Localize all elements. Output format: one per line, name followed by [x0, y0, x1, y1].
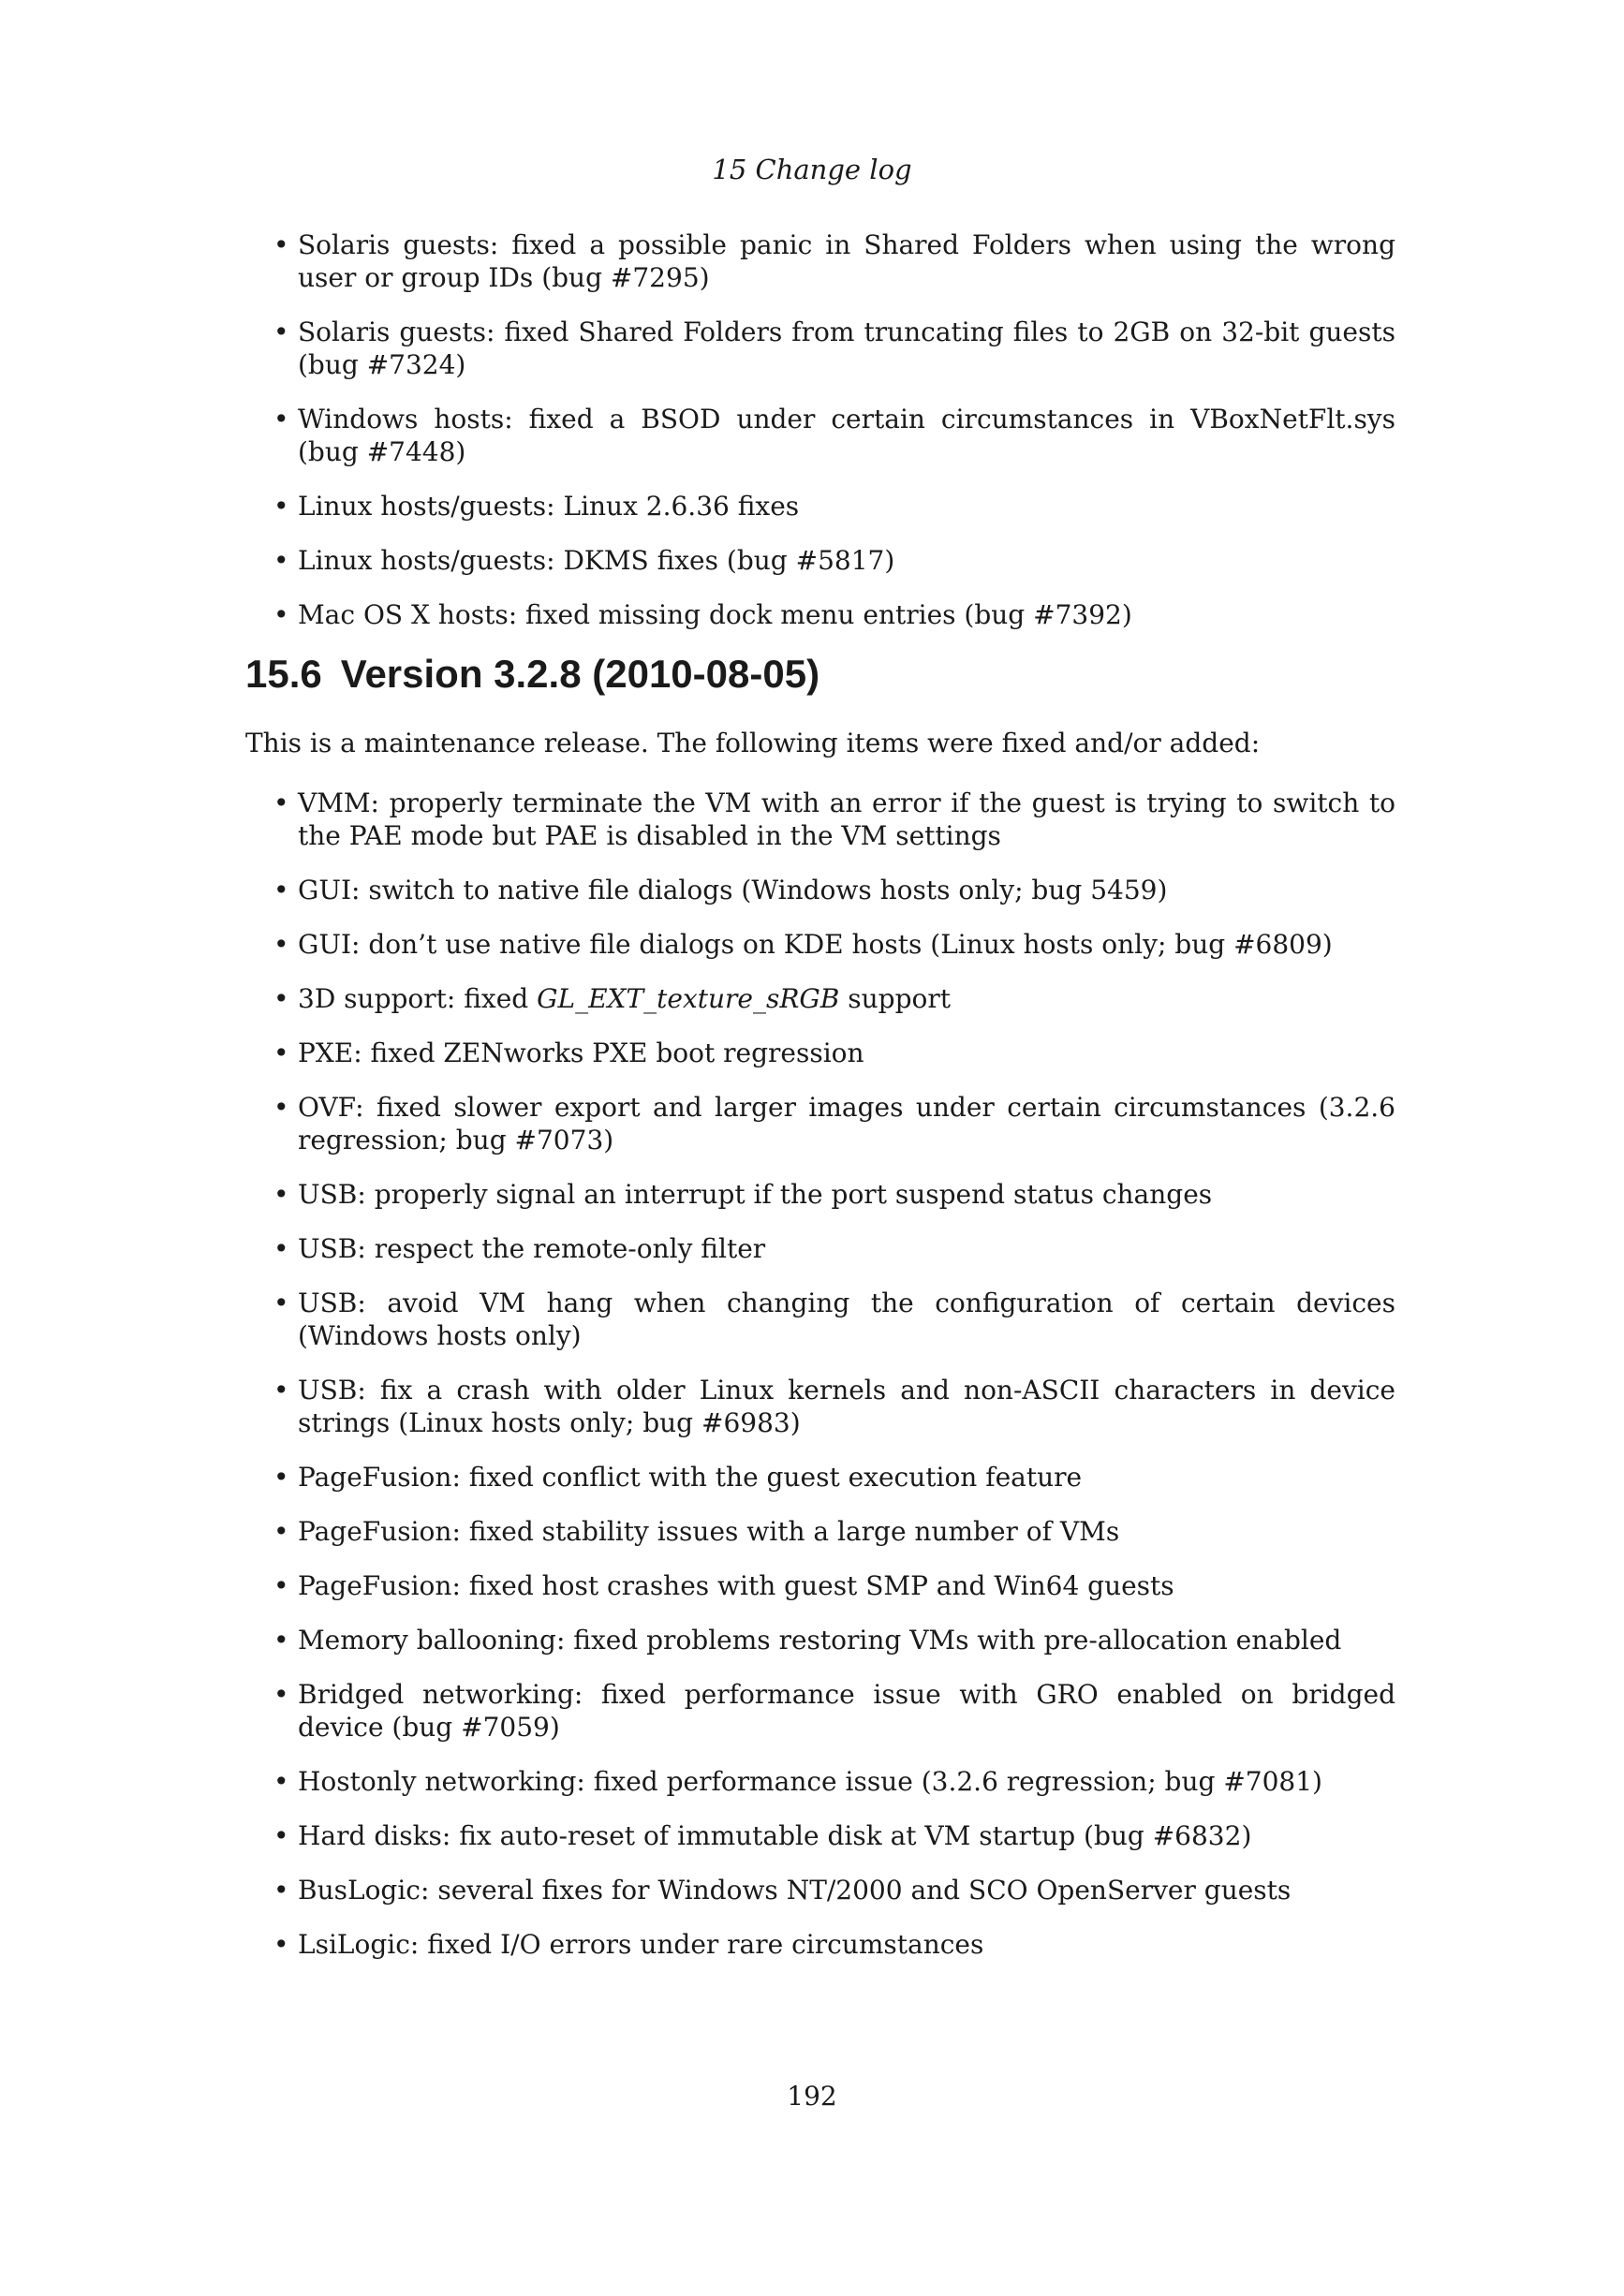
item-text: 3D support: fixed: [298, 983, 538, 1014]
section-intro: This is a maintenance release. The following items were fixed and/or added:: [245, 728, 1261, 758]
changelog-list-3-2-8: [298, 787, 1395, 1982]
list-item: • GUI: switch to native file dialogs (Windows hosts only; bug 5459): [298, 874, 1395, 906]
list-item: • Linux hosts/guests: DKMS fixes (bug #5817): [298, 544, 1395, 577]
running-header: 15 Change log: [712, 154, 912, 185]
section-number: 15.6: [245, 652, 322, 696]
list-item: • GUI: don’t use native file dialogs on KDE hosts (Linux hosts only; bug #6809): [298, 928, 1395, 961]
section-title-text: Version 3.2.8 (2010-08-05): [340, 652, 820, 696]
list-item: • Hostonly networking: fixed performance issue (3.2.6 regression; bug #7081): [298, 1765, 1395, 1798]
list-item: • PageFusion: fixed conflict with the guest execution feature: [298, 1461, 1395, 1494]
list-item: • PageFusion: fixed stability issues with a large number of VMs: [298, 1515, 1395, 1548]
list-item: • USB: fix a crash with older Linux kernels and non-ASCII characters in device strings (Linux hosts only; bug #6983): [298, 1374, 1395, 1439]
list-item: • BusLogic: several fixes for Windows NT/2000 and SCO OpenServer guests: [298, 1874, 1395, 1906]
list-item: • OVF: fixed slower export and larger images under certain circumstances (3.2.6 regression; bug #7073): [298, 1091, 1395, 1156]
list-item: • Memory ballooning: fixed problems restoring VMs with pre-allocation enabled: [298, 1624, 1395, 1656]
item-code-italic: GL_EXT_texture_sRGB: [537, 983, 840, 1014]
list-item: • PXE: fixed ZENworks PXE boot regression: [298, 1037, 1395, 1069]
list-item: • Solaris guests: fixed a possible panic in Shared Folders when using the wrong user or group IDs (bug #7295): [298, 228, 1395, 294]
section-heading: [245, 652, 819, 697]
list-item: • USB: avoid VM hang when changing the configuration of certain devices (Windows hosts only): [298, 1287, 1395, 1352]
page-number: 192: [787, 2081, 837, 2112]
list-item: • Linux hosts/guests: Linux 2.6.36 fixes: [298, 490, 1395, 522]
list-item: • Bridged networking: fixed performance issue with GRO enabled on bridged device (bug #7059): [298, 1678, 1395, 1744]
list-item: • Mac OS X hosts: fixed missing dock menu entries (bug #7392): [298, 598, 1395, 631]
list-item: • LsiLogic: fixed I/O errors under rare circumstances: [298, 1928, 1395, 1961]
list-item: • Hard disks: fix auto-reset of immutable disk at VM startup (bug #6832): [298, 1819, 1395, 1852]
list-item: [298, 982, 1395, 1015]
list-item: • USB: properly signal an interrupt if the port suspend status changes: [298, 1178, 1395, 1211]
list-item: • VMM: properly terminate the VM with an error if the guest is trying to switch to the PAE mode but PAE is disabled in the VM settings: [298, 787, 1395, 852]
list-item: • USB: respect the remote-only filter: [298, 1232, 1395, 1265]
changelog-list-previous: [298, 228, 1395, 653]
list-item: • PageFusion: fixed host crashes with guest SMP and Win64 guests: [298, 1569, 1395, 1602]
list-item: • Solaris guests: fixed Shared Folders from truncating files to 2GB on 32-bit guests (bug #7324): [298, 316, 1395, 381]
item-text: support: [839, 983, 952, 1014]
list-item: • Windows hosts: fixed a BSOD under certain circumstances in VBoxNetFlt.sys (bug #7448): [298, 403, 1395, 468]
